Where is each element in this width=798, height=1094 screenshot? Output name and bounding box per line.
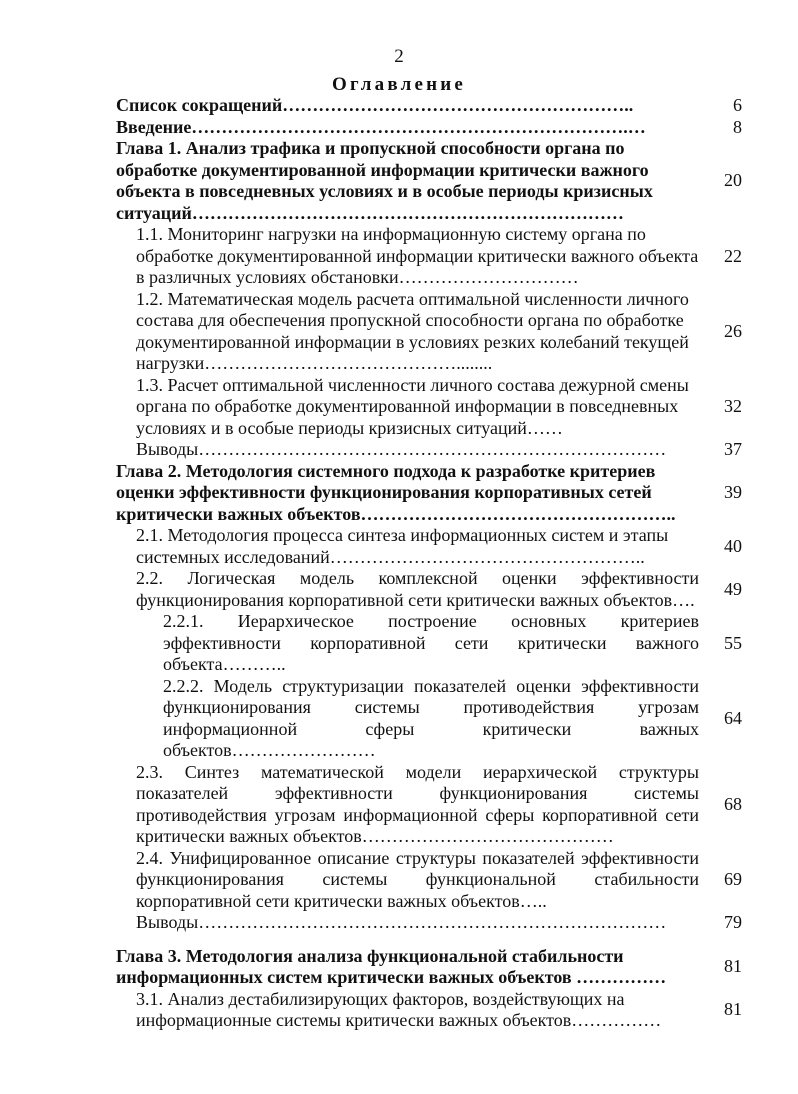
toc-entry-text: 3.1. Анализ дестабилизирующих факторов, воздействующих на информационные системы критически важных объектов…………… <box>136 988 662 1030</box>
toc-entry-page: 81 <box>724 956 742 977</box>
toc-entry-section-1-1 <box>116 224 752 289</box>
toc-entry-text: 2.2. Логическая модель комплексной оценки эффективности функционирования корпоративной сети критически важных объектов…. <box>136 568 699 610</box>
toc-title: Оглавление <box>331 74 467 95</box>
toc-entry-page: 6 <box>733 95 742 115</box>
toc-entry-page: 55 <box>724 632 742 653</box>
toc-entry-page: 20 <box>724 170 742 191</box>
toc-entry-chapter-3 <box>116 946 752 989</box>
toc-entry-section-1-3 <box>116 375 752 440</box>
toc-entry-conclusions-2 <box>116 912 752 934</box>
toc-entry-page: 79 <box>724 912 742 932</box>
toc-entry-chapter-2 <box>116 461 752 526</box>
toc-entry-page: 40 <box>724 535 742 556</box>
toc-entry-page: 64 <box>724 707 742 728</box>
toc-entry-abbreviations <box>116 95 752 117</box>
toc-entry-page: 81 <box>724 999 742 1020</box>
toc-entry-text: Глава 2. Методология системного подхода к разработке критериев оценки эффективности функционирования корпоративных сетей критически важных объектов…………………………………………….. <box>116 460 676 524</box>
toc-entry-chapter-1 <box>116 138 752 224</box>
toc-entry-text: 2.4. Унифицированное описание структуры показателей эффективности функционирования системы функциональной стабильности корпоративной сети критически важных объектов….. <box>136 847 699 911</box>
toc-entry-section-2-2 <box>116 568 752 611</box>
toc-entry-text: Выводы…………………………………………………………………… <box>136 912 667 932</box>
toc-entry-text: Введение……………………………………………………………….… <box>116 116 646 137</box>
toc-entry-page: 37 <box>724 439 742 459</box>
toc-entry-page: 32 <box>724 396 742 416</box>
toc-entry-page: 26 <box>724 320 742 341</box>
toc-entry-section-1-2 <box>116 289 752 375</box>
toc-entry-page: 22 <box>724 245 742 266</box>
toc-entry-text: 2.1. Методология процесса синтеза информационных систем и этапы системных исследований…………………………………………….. <box>136 525 669 567</box>
toc-entry-page: 8 <box>733 116 742 137</box>
toc-entry-section-2-4 <box>116 848 752 913</box>
toc-entry-text: 1.1. Мониторинг нагрузки на информационную систему органа по обработке документированной информации критически важного объекта в различных условиях обстановки………………………… <box>136 224 699 287</box>
toc-entry-text: 2.3. Синтез математической модели иерархической структуры показателей эффективности функционирования системы противодействия угрозам информационной сферы корпоративной сети критически важных объектов…………………………………… <box>136 761 699 846</box>
toc-entry-page: 49 <box>724 578 742 599</box>
toc-entry-section-2-1 <box>116 525 752 568</box>
page-number: 2 <box>394 46 404 67</box>
toc-entry-text: Глава 1. Анализ трафика и пропускной способности органа по обработке документированной информации критически важного объекта в повседневных условиях и в особые периоды кризисных ситуаций……………………………………………………………… <box>116 138 653 223</box>
toc-entry-section-3-1 <box>116 989 752 1032</box>
toc-entry-conclusions-1 <box>116 439 752 461</box>
toc-entry-section-2-2-2 <box>116 676 752 762</box>
toc-entry-page: 69 <box>724 869 742 889</box>
toc-entry-text: Выводы…………………………………………………………………… <box>136 439 667 459</box>
toc-entry-text: 2.2.1. Иерархическое построение основных критериев эффективности корпоративной сети критически важного объекта……….. <box>163 611 699 674</box>
toc-entry-page: 68 <box>724 793 742 814</box>
toc-entry-text: Глава 3. Методология анализа функциональной стабильности информационных систем критически важных объектов …………… <box>116 945 667 987</box>
toc-entry-introduction <box>116 117 752 139</box>
toc-entry-text: 1.3. Расчет оптимальной численности личного состава дежурной смены органа по обработке документированной информации в повседневных условиях и в особые периоды кризисных ситуаций…… <box>136 374 689 438</box>
toc-entry-section-2-2-1 <box>116 611 752 676</box>
table-of-contents <box>116 95 752 1032</box>
toc-entry-section-2-3 <box>116 762 752 848</box>
spacer <box>116 934 752 946</box>
toc-entry-text: 2.2.2. Модель структуризации показателей оценки эффективности функционирования системы противодействия угрозам информационной сферы критически важных объектов…………………… <box>163 675 699 760</box>
toc-entry-page: 39 <box>724 482 742 502</box>
toc-entry-text: Список сокращений………………………………………………….. <box>116 95 634 115</box>
toc-entry-text: 1.2. Математическая модель расчета оптимальной численности личного состава для обеспечения пропускной способности органа по обработке документированной информации в условиях резких колебаний текущей нагрузки……………………………………........ <box>136 288 689 373</box>
